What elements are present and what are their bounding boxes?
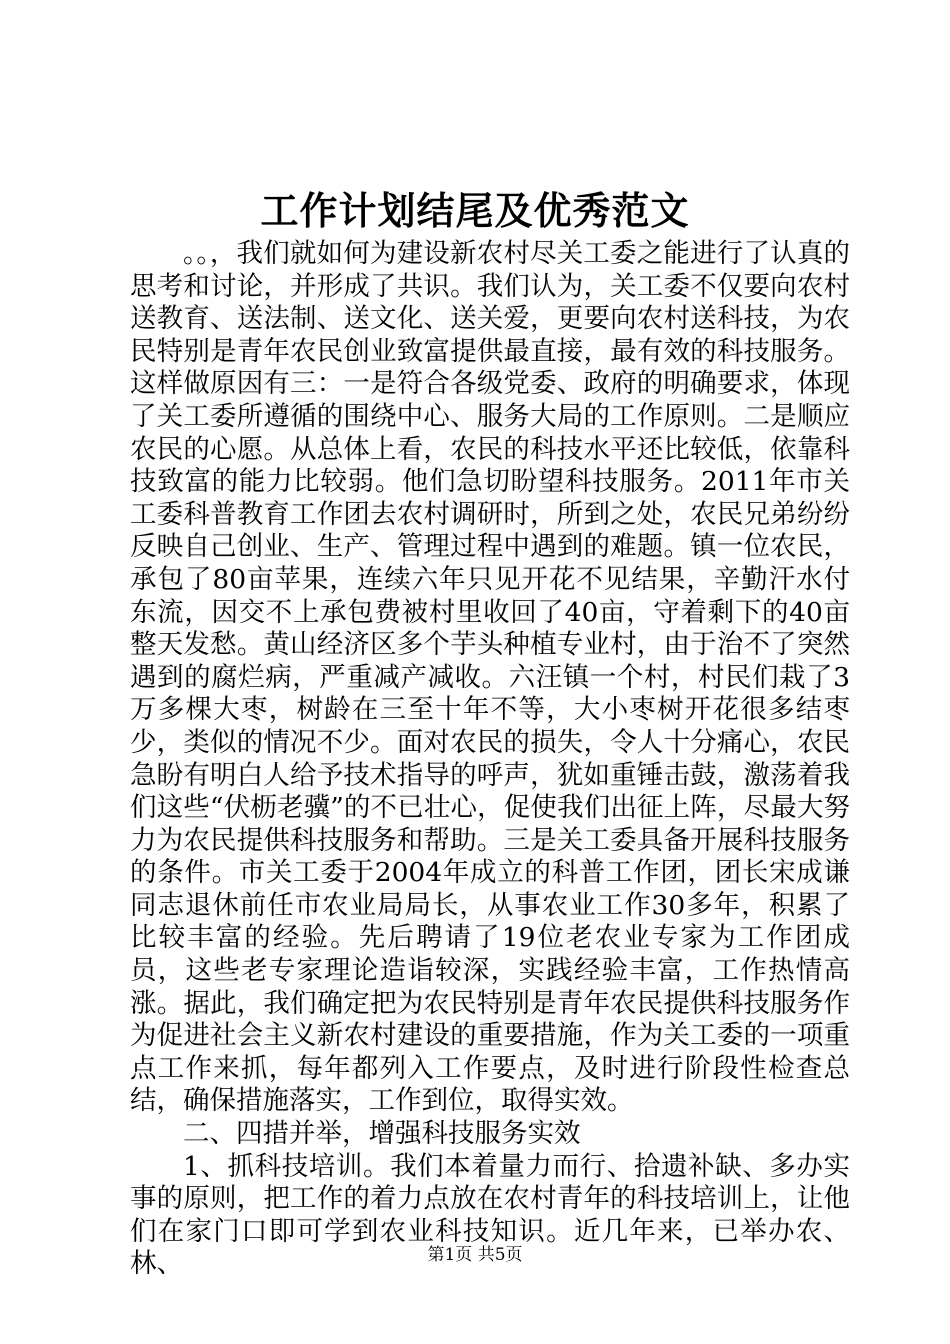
paragraph-3: 1、抓科技培训。我们本着量力而行、拾遗补缺、多办实事的原则，把工作的着力点放在农村青年的科技培训上，让他们在家门口即可学到农业科技知识。近几年来，已举办农、林、	[130, 1150, 850, 1280]
page-footer: 第1页 共5页	[427, 1245, 523, 1265]
paragraph-2-heading: 二、四措并举，增强科技服务实效	[183, 1118, 581, 1150]
paragraph-1: 。。，我们就如何为建设新农村尽关工委之能进行了认真的思考和讨论，并形成了共识。我们认为，关工委不仅要向农村送教育、送法制、送文化、送关爱，更要向农村送科技，为农民特别是青年农民创业致富提供最直接，最有效的科技服务。这样做原因有三：一是符合各级党委、政府的明确要求，体现了关工委所遵循的围绕中心、服务大局的工作原则。二是顺应农民的心愿。从总体上看，农民的科技水平还比较低，依靠科技致富的能力比较弱。他们急切盼望科技服务。2011年市关工委科普教育工作团去农村调研时，所到之处，农民兄弟纷纷反映自己创业、生产、管理过程中遇到的难题。镇一位农民，承包了80亩苹果，连续六年只见开花不见结果，辛勤汗水付东流，因交不上承包费被村里收回了40亩，守着剩下的40亩整天发愁。黄山经济区多个芋头种植专业村，由于治不了突然遇到的腐烂病，严重减产减收。六汪镇一个村，村民们栽了3万多棵大枣，树龄在三至十年不等，大小枣树开花很多结枣少，类似的情况不少。面对农民的损失，令人十分痛心，农民急盼有明白人给予技术指导的呼声，犹如重锤击鼓，激荡着我们这些“伏枥老骥”的不已壮心，促使我们出征上阵，尽最大努力为农民提供科技服务和帮助。三是关工委具备开展科技服务的条件。市关工委于2004年成立的科普工作团，团长宋成谦同志退休前任市农业局局长，从事农业工作30多年，积累了比较丰富的经验。先后聘请了19位老农业专家为工作团成员，这些老专家理论造诣较深，实践经验丰富，工作热情高涨。据此，我们确定把为农民特别是青年农民提供科技服务作为促进社会主义新农村建设的重要措施，作为关工委的一项重点工作来抓，每年都列入工作要点，及时进行阶段性检查总结，确保措施落实，工作到位，取得实效。	[130, 238, 850, 1117]
document-body	[130, 238, 850, 1281]
document-title: 工作计划结尾及优秀范文	[260, 188, 690, 233]
